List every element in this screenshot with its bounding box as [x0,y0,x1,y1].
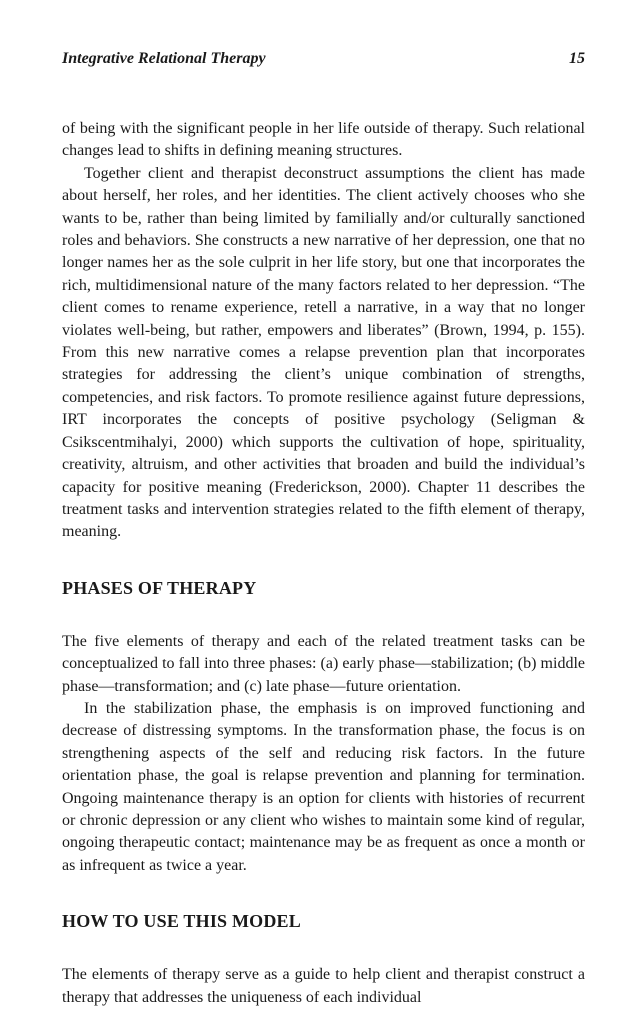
paragraph-phases-detail: In the stabilization phase, the emphasis is on improved functioning and decrease of distressing symptoms. In the transformation phase, the focus is on strengthening aspects of the self and reducing risk factors. In the future orientation phase, the goal is relapse prevention and planning for termination. Ongoing maintenance therapy is an option for clients with histories of recurrent or chronic depression or any client who wishes to maintain some kind of regular, ongoing therapeutic contact; maintenance may be as frequent as once a month or as infrequent as twice a year. [62,699,585,874]
running-head [62,50,585,74]
running-title: Integrative Relational Therapy [62,50,266,67]
section-heading-how-to-use: HOW TO USE THIS MODEL [62,911,301,932]
body-text [62,118,585,1009]
paragraph-how-to-use: The elements of therapy serve as a guide to help client and therapist construct a therapy that addresses the uniqueness of each individual [62,966,585,1006]
page-number: 15 [569,50,585,67]
paragraph-narrative: Together client and therapist deconstruct assumptions the client has made about herself, her roles, and her identities. The client actively chooses who she wants to be, rather than being limited by familially and/or culturally sanctioned roles and behaviors. She constructs a new narrative of her depression, one that no longer names her as the sole culprit in her life story, but one that incorporates the rich, multidimensional nature of the many factors related to her depression. “The client comes to rename experience, retell a narrative, in a way that no longer violates well-being, but rather, empowers and liberates” (Brown, 1994, p. 155). From this new narrative comes a relapse prevention plan that incorporates strategies for addressing the client’s unique combination of strengths, competencies, and risk factors. To promote resilience against future depressions, IRT incorporates the concepts of positive psychology (Seligman & Csikscentmihalyi, 2000) which supports the cultivation of hope, spirituality, creativity, altruism, and other activities that broaden and build the individual’s capacity for positive meaning (Frederickson, 2000). Chapter 11 describes the treatment tasks and intervention strategies related to the fifth element of therapy, meaning. [62,164,585,541]
book-page [62,50,585,1009]
paragraph-phases-intro: The five elements of therapy and each of the related treatment tasks can be conceptualized to fall into three phases: (a) early phase—stabilization; (b) middle phase—transformation; and (c) late phase—future orientation. [62,632,585,695]
section-heading-phases: PHASES OF THERAPY [62,577,257,598]
paragraph-continued: of being with the significant people in her life outside of therapy. Such relational changes lead to shifts in defining meaning structures. [62,120,585,160]
